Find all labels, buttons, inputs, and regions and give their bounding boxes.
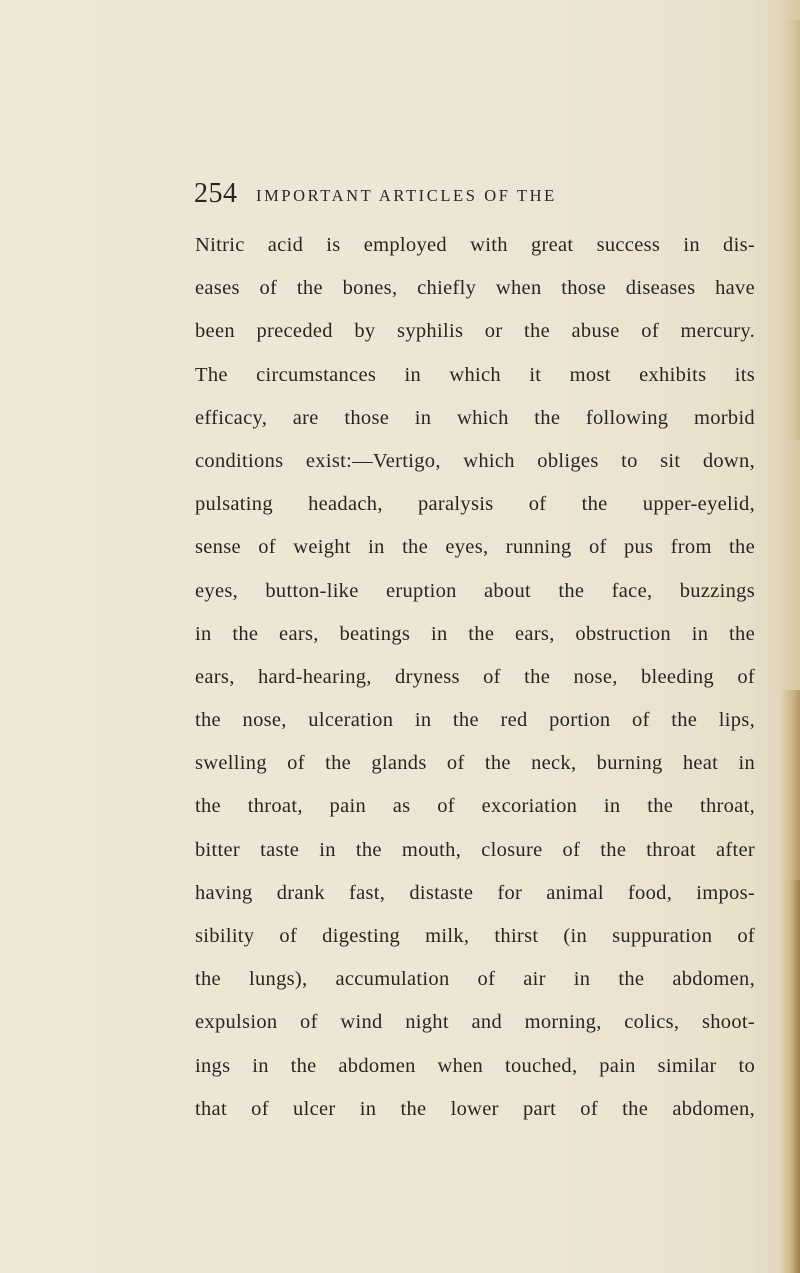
text-line: efficacy, are those in which the following morbid xyxy=(195,406,755,429)
text-line: that of ulcer in the lower part of the abdomen, xyxy=(195,1097,755,1120)
text-line: in the ears, beatings in the ears, obstruction in the xyxy=(195,622,755,645)
text-line: conditions exist:—Vertigo, which obliges to sit down, xyxy=(195,449,755,472)
page-edge-stain xyxy=(786,20,800,440)
text-line: the nose, ulceration in the red portion of the lips, xyxy=(195,709,755,732)
text-line: bitter taste in the mouth, closure of the throat after xyxy=(195,838,755,861)
running-head: IMPORTANT ARTICLES OF THE xyxy=(256,186,557,205)
text-line: having drank fast, distaste for animal food, impos- xyxy=(195,881,755,904)
text-line: The circumstances in which it most exhibits its xyxy=(195,363,755,386)
text-line: ings in the abdomen when touched, pain similar to xyxy=(195,1054,755,1077)
page-header xyxy=(194,177,754,211)
text-line: ears, hard-hearing, dryness of the nose, bleeding of xyxy=(195,665,755,688)
text-line: eases of the bones, chiefly when those diseases have xyxy=(195,277,755,300)
text-line: eyes, button-like eruption about the face, buzzings xyxy=(195,579,755,602)
text-line: Nitric acid is employed with great success in dis- xyxy=(195,234,755,256)
text-line: the throat, pain as of excoriation in the throat, xyxy=(195,795,755,818)
page-edge-stain xyxy=(790,880,800,1273)
text-line: pulsating headach, paralysis of the upper-eyelid, xyxy=(195,493,755,516)
text-line: expulsion of wind night and morning, colics, shoot- xyxy=(195,1011,755,1034)
text-line: the lungs), accumulation of air in the abdomen, xyxy=(195,968,755,991)
text-line: sense of weight in the eyes, running of pus from the xyxy=(195,536,755,559)
text-line: been preceded by syphilis or the abuse of mercury. xyxy=(195,320,755,343)
body-text xyxy=(195,224,755,1131)
text-line: swelling of the glands of the neck, burning heat in xyxy=(195,752,755,775)
text-line: sibility of digesting milk, thirst (in suppuration of xyxy=(195,925,755,947)
page-number: 254 xyxy=(194,178,238,209)
